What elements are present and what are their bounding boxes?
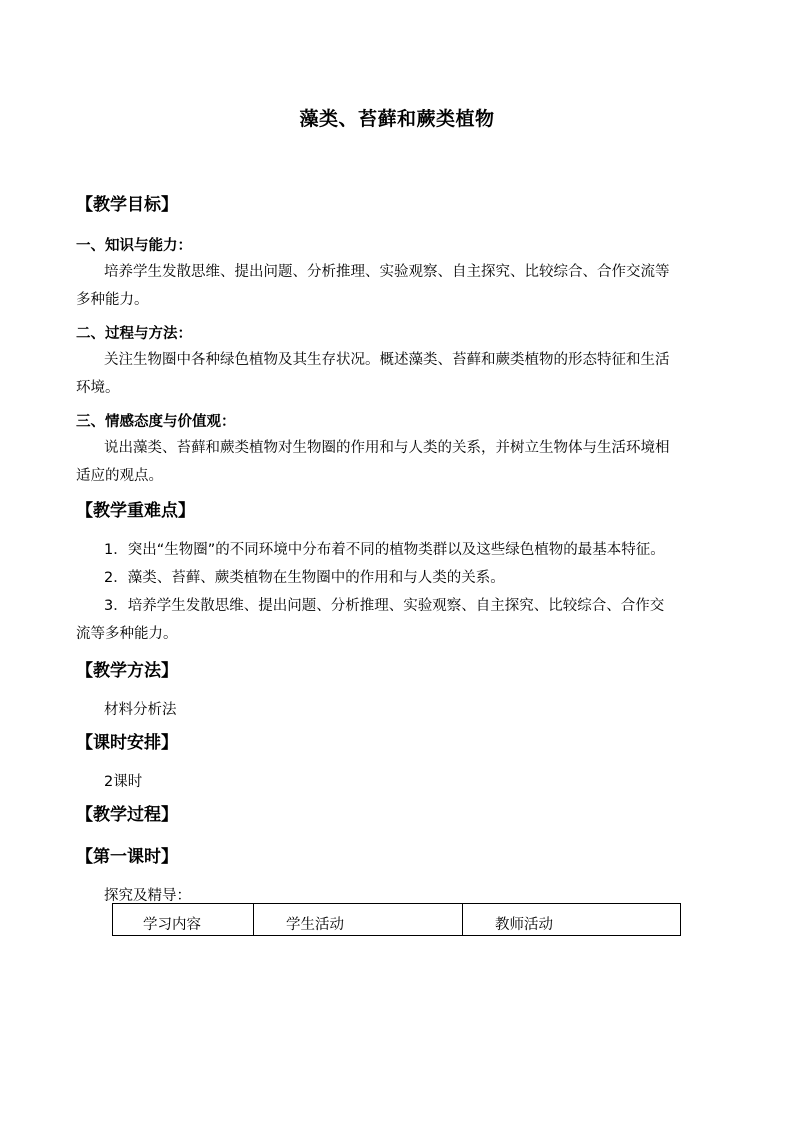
table-header-cell bbox=[254, 904, 463, 936]
first-lesson-subtitle: 探究及精导： bbox=[104, 888, 191, 904]
key-point-2: 2．藻类、苔藓、蕨类植物在生物圈中的作用和与人类的关系。 bbox=[104, 570, 505, 586]
emotion-paragraph bbox=[76, 434, 726, 490]
emotion-line-1: 说出藻类、苔藓和蕨类植物对生物圈的作用和与人类的关系，并树立生物体与生活环境相 bbox=[104, 440, 670, 456]
key-points-heading: 【教学重难点】 bbox=[76, 501, 195, 521]
table-header-row bbox=[113, 904, 681, 936]
process-heading: 【教学过程】 bbox=[76, 805, 178, 825]
header-learning-content: 学习内容 bbox=[143, 917, 201, 933]
knowledge-paragraph bbox=[76, 258, 726, 314]
process-method-paragraph bbox=[76, 346, 726, 402]
emotion-line-2: 适应的观点。 bbox=[76, 468, 163, 484]
header-teacher-activity: 教师活动 bbox=[495, 917, 553, 933]
document-title: 藻类、苔藓和蕨类植物 bbox=[299, 108, 495, 130]
key-point-3-line-1: 3．培养学生发散思维、提出问题、分析推理、实验观察、自主探究、比较综合、合作交 bbox=[104, 598, 665, 614]
emotion-heading: 三、情感态度与价值观： bbox=[76, 414, 236, 430]
schedule-text: 2课时 bbox=[104, 774, 143, 790]
key-points-list bbox=[76, 536, 726, 648]
knowledge-line-1: 培养学生发散思维、提出问题、分析推理、实验观察、自主探究、比较综合、合作交流等 bbox=[104, 264, 670, 280]
key-point-1: 1．突出“生物圈”的不同环境中分布着不同的植物类群以及这些绿色植物的最基本特征。 bbox=[104, 542, 665, 558]
process-method-line-2: 环境。 bbox=[76, 380, 120, 396]
schedule-heading: 【课时安排】 bbox=[76, 733, 178, 753]
process-method-line-1: 关注生物圈中各种绿色植物及其生存状况。概述藻类、苔藓和蕨类植物的形态特征和生活 bbox=[104, 352, 670, 368]
table-header-cell bbox=[463, 904, 681, 936]
header-student-activity: 学生活动 bbox=[286, 917, 344, 933]
first-lesson-heading: 【第一课时】 bbox=[76, 847, 178, 867]
objectives-heading: 【教学目标】 bbox=[76, 195, 178, 215]
lesson-process-table bbox=[112, 903, 681, 936]
knowledge-heading: 一、知识与能力： bbox=[76, 238, 192, 254]
knowledge-line-2: 多种能力。 bbox=[76, 292, 149, 308]
process-method-heading: 二、过程与方法： bbox=[76, 326, 192, 342]
table-header-cell bbox=[113, 904, 254, 936]
methods-text: 材料分析法 bbox=[104, 702, 177, 718]
methods-heading: 【教学方法】 bbox=[76, 661, 178, 681]
key-point-3-line-2: 流等多种能力。 bbox=[76, 626, 178, 642]
